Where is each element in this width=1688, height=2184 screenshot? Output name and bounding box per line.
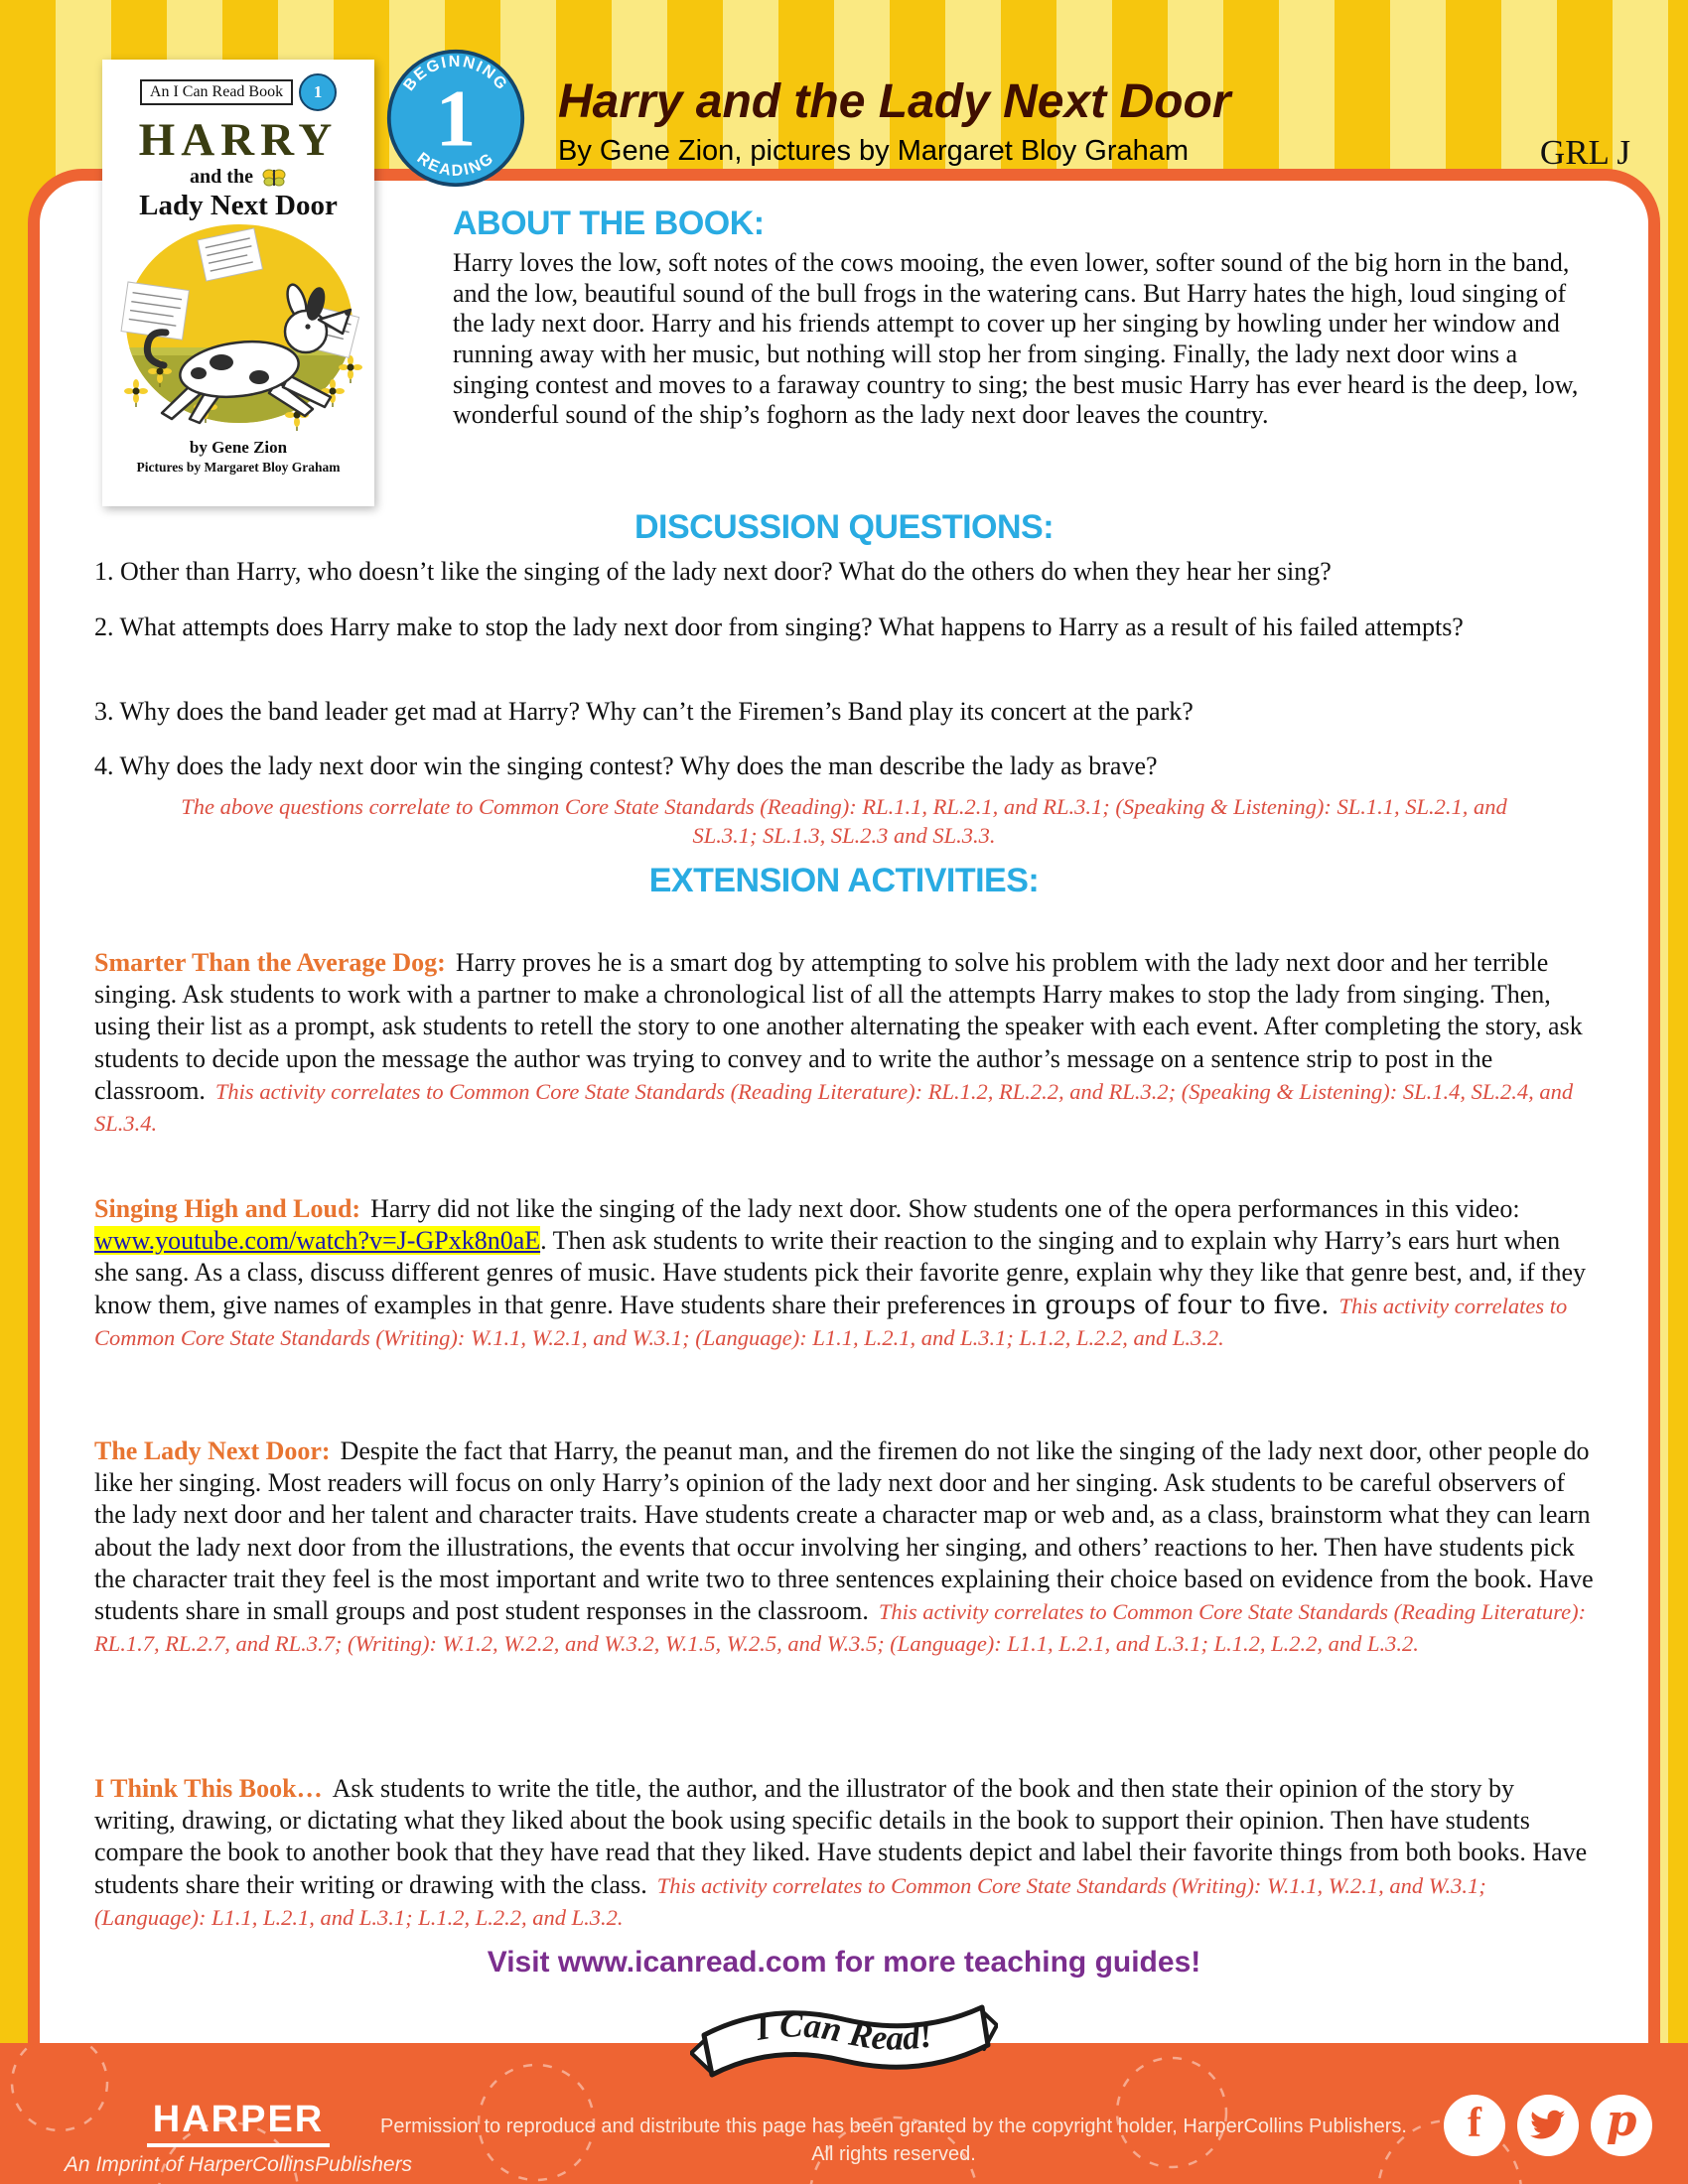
about-body: Harry loves the low, soft notes of the cows mooing, the even lower, softer sound of the big horn in the band, and the low, beautiful sound of the bull frogs in the watering cans. But Harry hates the high, loud singing of the lady next door. Harry and his friends attempt to cover up her singing by howling under her window and running away with her music, but nothing will stop her from singing. Finally, the lady next door wins a singing contest and moves to a faraway country to sing; the best music Harry has ever heard is the deep, low, wonderful sound of the ship’s foghorn as the lady next door leaves the country. [453, 248, 1579, 430]
page-title: Harry and the Lady Next Door [558, 75, 1231, 128]
badge-bottom-text: READING [413, 148, 498, 180]
activity-title: The Lady Next Door: [94, 1436, 331, 1465]
i-can-read-ribbon-logo [690, 1983, 998, 2098]
badge-number: 1 [435, 72, 477, 164]
activity-singing-high-and-loud [94, 1193, 1601, 1353]
cover-illustrator: Pictures by Margaret Bloy Graham [136, 460, 341, 476]
cover-author: by Gene Zion [189, 438, 288, 458]
harper-logo: HARPER [147, 2099, 330, 2147]
youtube-link[interactable]: www.youtube.com/watch?v=J-GPxk8n0aE [94, 1226, 541, 1256]
badge-top-text: BEGINNING [399, 52, 512, 94]
cover-title-and-the: and the [190, 166, 253, 188]
extension-heading: EXTENSION ACTIVITIES: [648, 862, 1040, 899]
rights-text: All rights reserved. [811, 2143, 976, 2165]
cover-series-banner: An I Can Read Book [140, 79, 293, 105]
byline: By Gene Zion, pictures by Margaret Bloy Graham [558, 135, 1190, 168]
discussion-question: 1. Other than Harry, who doesn’t like the singing of the lady next door? What do the others do when they hear her sing? [94, 557, 1332, 586]
activity-title: Singing High and Loud: [94, 1194, 361, 1223]
activity-standards-note: This activity correlates to Common Core State Standards (Writing): W.1.1, W.2.1, and W.3.1; (Language): L1.1, L.2.1, and L.3.1; L.1.2, L.2.2, and L.3.2. [94, 1872, 1486, 1930]
twitter-icon[interactable] [1517, 2095, 1579, 2156]
activity-title: I Think This Book… [94, 1774, 323, 1803]
discussion-standards-note: The above questions correlate to Common Core State Standards (Reading): RL.1.1, RL.2.1, and RL.3.1; (Speaking & Listening): SL.1.1, SL.2.1, and SL.3.1; SL.1.3, SL.2.3 and SL.3.3. [181, 794, 1507, 849]
pinterest-icon[interactable]: p [1591, 2095, 1652, 2156]
discussion-question: 4. Why does the lady next door win the singing contest? Why does the man describe the lady as brave? [94, 751, 1158, 780]
activity-the-lady-next-door [94, 1435, 1601, 1660]
harper-imprint: An Imprint of HarperCollinsPublishers [64, 2153, 413, 2176]
activity-standards-note: This activity correlates to Common Core State Standards (Writing): W.1.1, W.2.1, and W.3.1; (Language): L1.1, L.2.1, and L.3.1; L.1.2, L.2.2, and L.3.2. [94, 1293, 1568, 1350]
activity-body: Ask students to write the title, the author, and the illustrator of the book and then state their opinion of the story by writing, drawing, or dictating what they liked about the book using specific details in the book to support their opinion. Then have students compare the book to another book that they have read that they liked. Have students depict and label their favorite things from both books. Have students share their writing or drawing with the class. [94, 1774, 1588, 1899]
discussion-heading: DISCUSSION QUESTIONS: [633, 508, 1055, 546]
about-heading: ABOUT THE BOOK: [453, 205, 765, 242]
discussion-question: 3. Why does the band leader get mad at Harry? Why can’t the Firemen’s Band play its concert at the park? [94, 697, 1194, 726]
activity-body-tail: in groups of four to five. [1012, 1290, 1330, 1320]
cover-illustration-dog [102, 220, 372, 431]
activity-i-think-this-book [94, 1773, 1601, 1933]
permission-text: Permission to reproduce and distribute this page has been granted by the copyright holder, HarperCollins Publishers. [380, 2116, 1407, 2137]
reading-level-badge-icon [385, 48, 526, 194]
activity-standards-note: This activity correlates to Common Core State Standards (Reading Literature): RL.1.2, RL.2.2, and RL.3.2; (Speaking & Listening): SL.1.4, SL.2.4, and SL.3.4. [94, 1078, 1574, 1137]
activity-body: Harry did not like the singing of the lady next door. Show students one of the opera performances in this video: [370, 1194, 1520, 1223]
visit-icanread-line: Visit www.icanread.com for more teaching guides! [487, 1946, 1201, 1979]
discussion-question: 2. What attempts does Harry make to stop the lady next door from singing? What happens to Harry as a result of his failed attempts? [94, 613, 1464, 641]
book-cover [102, 60, 374, 506]
activity-body: . Then ask students to write their reaction to the singing and to explain why Harry’s ears hurt when she sang. As a class, discuss different genres of music. Have students pick their favorite genre, explain why they like that genre best, and, if they know them, give names of examples in that genre. Have students share their preferences [94, 1226, 1587, 1319]
activity-smarter-than-average-dog [94, 947, 1601, 1139]
cover-title-lady-next-door: Lady Next Door [139, 190, 338, 221]
butterfly-icon [261, 168, 287, 188]
activity-standards-note: This activity correlates to Common Core State Standards (Reading Literature): RL.1.7, RL.2.7, and RL.3.7; (Writing): W.1.2, W.2.2, and W.3.2, W.1.5, W.2.5, and W.3.5; (Language): L1.1, L.2.1, and L.3.1; L.1.2, L.2.2, and L.3.2. [94, 1599, 1587, 1657]
activity-title: Smarter Than the Average Dog: [94, 948, 446, 977]
ribbon-label: I Can Read! [753, 2005, 936, 2058]
facebook-icon[interactable]: f [1444, 2095, 1505, 2156]
cover-title-harry: HARRY [138, 114, 339, 166]
cover-level-badge-icon: 1 [299, 73, 337, 111]
activity-body: Despite the fact that Harry, the peanut man, and the firemen do not like the singing of the lady next door, other people do like her singing. Most readers will focus on only Harry’s opinion of the lady next door and her singing. Ask students to be careful observers of the lady next door and her talent and character traits. Have students create a character map or web and, as a class, brainstorm what they can learn about the lady next door from the illustrations, the events that occur involving her singing, and others’ reactions to her. Then have students pick the character trait they feel is the most important and write two to three sentences explaining their choice based on evidence from the book. Have students share in small groups and post student responses in the classroom. [94, 1436, 1594, 1626]
activity-body: Harry proves he is a smart dog by attempting to solve his problem with the lady next door and her terrible singing. Ask students to work with a partner to make a chronological list of all the attempts Harry makes to stop the lady from singing. Then, using their list as a prompt, ask students to retell the story to one another alternating the speaker with each event. After completing the story, ask students to decide upon the message the author was trying to convey and to write the author’s message on a sentence strip to post in the classroom. [94, 948, 1583, 1105]
guided-reading-level: GRL J [1539, 133, 1630, 172]
